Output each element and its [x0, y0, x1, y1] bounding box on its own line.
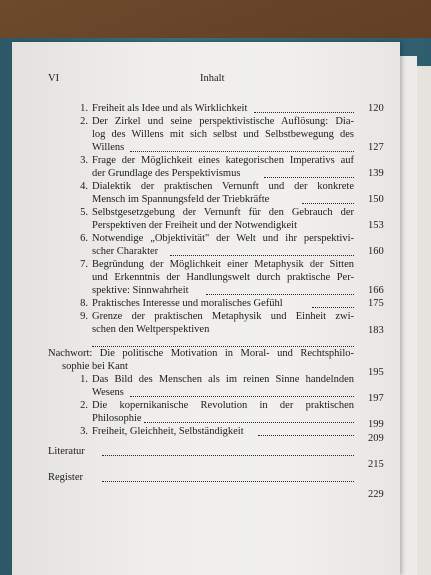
- toc-entry-line: Mensch im Spannungsfeld der Triebkräfte: [92, 194, 270, 205]
- dot-leader: [312, 307, 354, 308]
- toc-entry-number: 4.: [80, 181, 88, 192]
- toc-page-number: 139: [368, 168, 384, 179]
- toc-entry-number: 9.: [80, 311, 88, 322]
- toc-entry-line: Frage der Möglichkeit eines kategorischen Imperativs auf: [92, 155, 354, 166]
- page-number-label: VI: [48, 73, 60, 84]
- toc-entry-line: Der Zirkel und seine perspektivistische Auflösung: Dia-: [92, 116, 354, 127]
- toc-entry-number: 8.: [80, 298, 88, 309]
- toc-entry-line: Wesens: [92, 387, 124, 398]
- toc-entry-line: Willens: [92, 142, 125, 153]
- toc-page-number: 153: [368, 220, 384, 231]
- dot-leader: [302, 203, 354, 204]
- toc-entry-line: Selbstgesetzgebung der Vernunft für den Gebrauch der: [92, 207, 354, 218]
- toc-entry-line: spektive: Sinnwahrheit: [92, 285, 189, 296]
- toc-page-number: 183: [368, 325, 384, 336]
- toc-entry-number: 3.: [80, 426, 88, 437]
- toc-entry-line: Die kopernikanische Revolution in der praktischen: [92, 400, 354, 411]
- dot-leader: [264, 177, 354, 178]
- toc-page-number: 229: [368, 489, 384, 500]
- toc-page-number: 160: [368, 246, 384, 257]
- toc-entry-number: 3.: [80, 155, 88, 166]
- toc-page-number: 150: [368, 194, 384, 205]
- toc-section-line: sophie bei Kant: [62, 361, 128, 372]
- toc-page-number: 197: [368, 393, 384, 404]
- toc-entry-line: Dialektik der praktischen Vernunft und der konkrete: [92, 181, 354, 192]
- toc-page-number: 199: [368, 419, 384, 430]
- dot-leader: [130, 396, 354, 397]
- dot-leader: [102, 455, 354, 456]
- toc-entry-line: Freiheit als Idee und als Wirklichkeit: [92, 103, 248, 114]
- page-header-title: Inhalt: [200, 73, 225, 84]
- toc-entry-number: 5.: [80, 207, 88, 218]
- toc-entry-line: Notwendige „Objektivität" der Welt und ihr perspektivi-: [92, 233, 354, 244]
- toc-page-number: 215: [368, 459, 384, 470]
- toc-page-number: 195: [368, 367, 384, 378]
- toc-page-number: 209: [368, 433, 384, 444]
- toc-entry-number: 7.: [80, 259, 88, 270]
- dot-leader: [206, 294, 354, 295]
- toc-entry-line: der Grundlage des Perspektivismus: [92, 168, 241, 179]
- toc-entry-number: 1.: [80, 374, 88, 385]
- toc-entry-number: 6.: [80, 233, 88, 244]
- dot-leader: [258, 435, 354, 436]
- toc-entry-number: 2.: [80, 116, 88, 127]
- toc-page-number: 166: [368, 285, 384, 296]
- toc-page-number: 120: [368, 103, 384, 114]
- dot-leader: [102, 481, 354, 482]
- toc-entry-line: Perspektiven der Freiheit und der Notwendigkeit: [92, 220, 297, 231]
- toc-entry-number: 2.: [80, 400, 88, 411]
- toc-entry-line: Philosophie: [92, 413, 142, 424]
- dot-leader: [170, 255, 354, 256]
- toc-section-label: Register: [48, 472, 83, 483]
- toc-page-number: 175: [368, 298, 384, 309]
- toc-entry-line: Grenze der praktischen Metaphysik und Einheit zwi-: [92, 311, 354, 322]
- toc-section-label: Literatur: [48, 446, 85, 457]
- toc-entry-line: Freiheit, Gleichheit, Selbständigkeit: [92, 426, 244, 437]
- toc-entry-line: Das Bild des Menschen als im reinen Sinne handelnden: [92, 374, 354, 385]
- book-page: [12, 42, 400, 575]
- toc-entry-line: log des Willens mit sich selbst und Selbstbewegung des: [92, 129, 354, 140]
- toc-entry-line: Begründung der Möglichkeit einer Metaphysik der Sitten: [92, 259, 354, 270]
- toc-section-line: Nachwort: Die politische Motivation in Moral- und Rechtsphilo-: [48, 348, 354, 359]
- toc-entry-line: scher Charakter: [92, 246, 159, 257]
- dot-leader: [254, 112, 354, 113]
- toc-entry-line: und Erkenntnis der Handlungswelt durch praktische Per-: [92, 272, 354, 283]
- toc-entry-number: 1.: [80, 103, 88, 114]
- toc-page-number: 127: [368, 142, 384, 153]
- toc-entry-line: schen den Weltperspektiven: [92, 324, 210, 335]
- toc-entry-line: Praktisches Interesse und moralisches Gefühl: [92, 298, 283, 309]
- dot-leader: [130, 151, 354, 152]
- dot-leader: [144, 422, 354, 423]
